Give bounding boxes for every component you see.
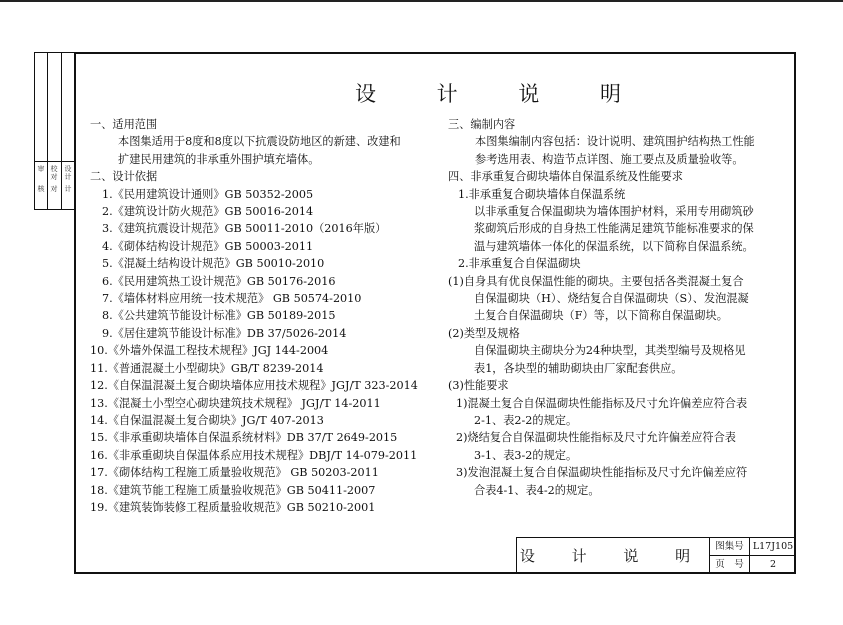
text-line: 3-1、表3-2的规定。 — [474, 448, 578, 462]
text-line: 本图集编制内容包括：设计说明、建筑围护结构热工性能 — [475, 135, 755, 149]
page-title: 设 计 说 明 — [355, 82, 649, 106]
text-line: 本图集适用于8度和8度以下抗震设防地区的新建、改建和 — [118, 135, 401, 149]
text-line: 2.非承重复合自保温砌块 — [458, 257, 581, 271]
text-line: 18.《建筑节能工程施工质量验收规范》GB 50411-2007 — [90, 483, 376, 497]
strip-divider — [35, 161, 74, 162]
atlas-number: L17J105 — [750, 538, 796, 556]
text-line: 2.《建筑设计防火规范》GB 50016-2014 — [102, 205, 314, 219]
text-line: 土复合自保温砌块（F）等，以下简称自保温砌块。 — [474, 309, 728, 323]
text-line: 15.《非承重砌块墙体自保温系统材料》DB 37/T 2649-2015 — [90, 431, 398, 445]
text-line: 自保温砌块主砌块分为24种块型，其类型编号及规格见 — [474, 344, 746, 358]
text-line: 4.《砌体结构设计规范》GB 50003-2011 — [102, 239, 314, 253]
text-line: 1)混凝土复合自保温砌块性能指标及尺寸允许偏差应符合表 — [456, 396, 748, 410]
strip-label: 校对 — [50, 165, 58, 181]
text-line: 三、编制内容 — [448, 118, 516, 131]
top-rule — [0, 0, 843, 2]
text-line: 四、非承重复合砌块墙体自保温系统及性能要求 — [448, 170, 683, 184]
text-line: 10.《外墙外保温工程技术规程》JGJ 144-2004 — [90, 344, 329, 358]
text-line: 9.《居住建筑节能设计标准》DB 37/5026-2014 — [102, 326, 347, 340]
title-block — [516, 537, 796, 574]
strip-label: 核 — [37, 185, 45, 193]
text-line: 合表4-1、表4-2的规定。 — [474, 483, 600, 497]
text-line: 1.《民用建筑设计通则》GB 50352-2005 — [102, 187, 314, 201]
signature-strip — [34, 52, 74, 210]
text-line: 17.《砌体结构工程施工质量验收规范》 GB 50203-2011 — [90, 466, 379, 480]
strip-label: 审 — [37, 165, 45, 173]
page-number: 2 — [769, 559, 777, 570]
text-line: 8.《公共建筑节能设计标准》GB 50189-2015 — [102, 309, 336, 323]
text-line: 1.非承重复合砌块墙体自保温系统 — [458, 187, 626, 201]
text-line: 2-1、表2-2的规定。 — [474, 413, 578, 427]
text-line: 13.《混凝土小型空心砌块建筑技术规程》 JGJ/T 14-2011 — [90, 396, 381, 410]
text-line: 浆砌筑后形成的自身热工性能满足建筑节能标准要求的保 — [474, 222, 754, 236]
text-line: 一、适用范围 — [90, 118, 158, 131]
right-column — [448, 116, 793, 499]
text-line: 14.《自保温混凝土复合砌块》JG/T 407-2013 — [90, 413, 324, 427]
text-line: 12.《自保温混凝土复合砌块墙体应用技术规程》JGJ/T 323-2014 — [90, 379, 418, 393]
text-line: 3)发泡混凝土复合自保温砌块性能指标及尺寸允许偏差应符 — [456, 466, 748, 480]
text-line: 2)烧结复合自保温砌块性能指标及尺寸允许偏差应符合表 — [456, 431, 736, 445]
strip-label: 对 — [50, 185, 58, 193]
text-line: 6.《民用建筑热工设计规范》GB 50176-2016 — [102, 274, 336, 288]
text-line: 参考选用表、构造节点详图、施工要点及质量验收等。 — [475, 152, 744, 166]
page-number-label: 页 号 — [710, 556, 750, 574]
title-block-sheet-title: 设 计 说 明 — [517, 538, 710, 574]
text-line: 以非承重复合保温砌块为墙体围护材料，采用专用砌筑砂 — [474, 205, 754, 219]
text-line: 温与建筑墙体一体化的保温系统，以下简称自保温系统。 — [474, 239, 754, 253]
text-line: 二、设计依据 — [90, 170, 158, 184]
text-line: 表1，各块型的辅助砌块由厂家配套供应。 — [474, 361, 683, 375]
text-line: 扩建民用建筑的非承重外围护填充墙体。 — [118, 152, 320, 166]
text-line: 3.《建筑抗震设计规范》GB 50011-2010（2016年版） — [102, 222, 387, 236]
text-line: 7.《墙体材料应用统一技术规范》 GB 50574-2010 — [102, 292, 362, 306]
left-column — [90, 116, 450, 516]
text-line: 5.《混凝土结构设计规范》GB 50010-2010 — [102, 257, 325, 271]
text-line: (1)自身具有优良保温性能的砌块。主要包括各类混凝土复合 — [448, 274, 744, 288]
text-line: 11.《普通混凝土小型砌块》GB/T 8239-2014 — [90, 361, 324, 375]
strip-label: 计 — [64, 185, 72, 193]
text-line: (2)类型及规格 — [448, 326, 520, 340]
atlas-number-label: 图集号 — [710, 538, 750, 556]
strip-label: 设计 — [64, 165, 72, 181]
text-line: 自保温砌块（H）、烧结复合自保温砌块（S）、发泡混凝 — [474, 292, 749, 306]
text-line: 16.《非承重砌块自保温体系应用技术规程》DBJ/T 14-079-2011 — [90, 448, 418, 462]
text-line: 19.《建筑装饰装修工程质量验收规范》GB 50210-2001 — [90, 500, 376, 514]
text-line: (3)性能要求 — [448, 379, 509, 393]
